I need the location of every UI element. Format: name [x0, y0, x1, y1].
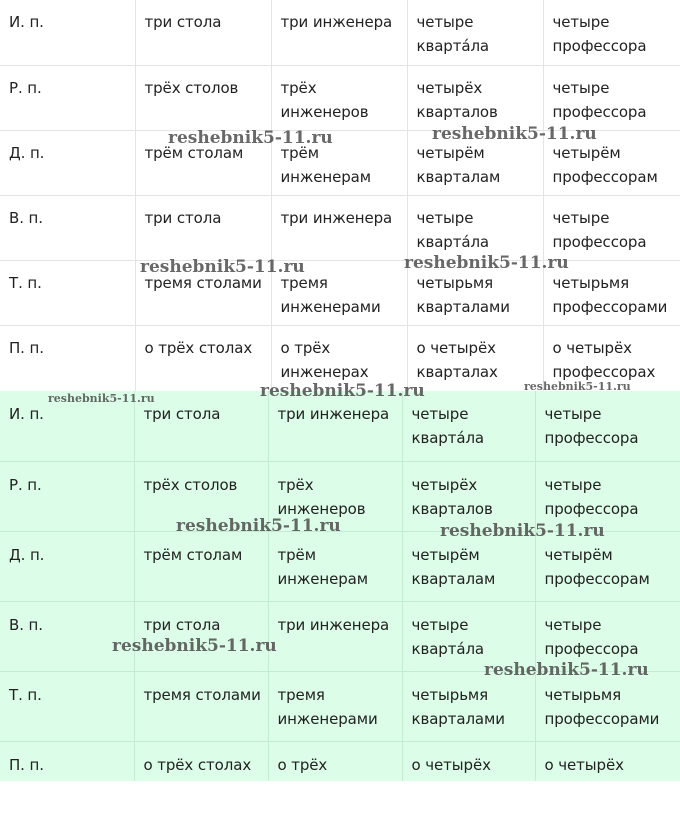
table-cell: трёх инженеров — [271, 65, 407, 130]
table-cell: о трёх столах — [134, 741, 268, 781]
case-label: П. п. — [0, 741, 134, 781]
table-cell: трёх столов — [134, 461, 268, 531]
table-cell: четырёх кварталов — [402, 461, 535, 531]
watermark: reshebnik5-11.ru — [440, 521, 605, 541]
table-cell: четыре кварта́ла — [402, 601, 535, 671]
case-label: Д. п. — [0, 531, 134, 601]
table-cell: трёх столов — [135, 65, 271, 130]
table-cell: четыре профессора — [535, 461, 680, 531]
table-cell: три стола — [134, 391, 268, 461]
watermark: reshebnik5-11.ru — [168, 128, 333, 148]
table-cell: четыре профессора — [535, 391, 680, 461]
table-row — [0, 130, 680, 195]
table-cell: трём инженерам — [271, 130, 407, 195]
table-cell: четырём кварталам — [402, 531, 535, 601]
table-cell: три инженера — [271, 195, 407, 260]
table-row — [0, 671, 680, 741]
table-row — [0, 601, 680, 671]
table-cell: трём столам — [135, 130, 271, 195]
table-cell: три стола — [135, 195, 271, 260]
table-cell: четырёх кварталов — [407, 65, 543, 130]
watermark: reshebnik5-11.ru — [484, 660, 649, 680]
case-label: Р. п. — [0, 461, 134, 531]
watermark: reshebnik5-11.ru — [48, 392, 155, 405]
table-cell: тремя столами — [134, 671, 268, 741]
table-cell: трёх инженеров — [268, 461, 402, 531]
table-cell: четырём профессорам — [535, 531, 680, 601]
table-cell: тремя инженерами — [268, 671, 402, 741]
watermark: reshebnik5-11.ru — [140, 257, 305, 277]
case-label: Р. п. — [0, 65, 135, 130]
case-label: Д. п. — [0, 130, 135, 195]
table-cell: о четырёх кварталах — [407, 325, 543, 391]
table-cell: четыре кварта́ла — [407, 0, 543, 65]
table-row — [0, 325, 680, 391]
table-cell: четырём профессорам — [543, 130, 680, 195]
table-cell: четыре профессора — [543, 195, 680, 260]
declension-table-top — [0, 0, 680, 392]
case-label: И. п. — [0, 391, 134, 461]
table-cell: три инженера — [268, 391, 402, 461]
table-row — [0, 0, 680, 65]
table-cell: четыре кварта́ла — [402, 391, 535, 461]
table-cell: четырём кварталам — [407, 130, 543, 195]
table-cell: три стола — [135, 0, 271, 65]
table-row — [0, 461, 680, 531]
table-cell: тремя инженерами — [271, 260, 407, 325]
table-row — [0, 65, 680, 130]
watermark: reshebnik5-11.ru — [176, 516, 341, 536]
table-cell: четыре профессора — [535, 601, 680, 671]
table-cell: трём столам — [134, 531, 268, 601]
table-cell: три инженера — [268, 601, 402, 671]
table-cell: трём инженерам — [268, 531, 402, 601]
table-row — [0, 260, 680, 325]
case-label: Т. п. — [0, 671, 134, 741]
table-cell: четыре профессора — [543, 0, 680, 65]
table-cell: четырьмя кварталами — [402, 671, 535, 741]
table-row — [0, 391, 680, 461]
table-cell: тремя столами — [135, 260, 271, 325]
declension-table-bottom — [0, 391, 680, 781]
table-row — [0, 195, 680, 260]
case-label: И. п. — [0, 0, 135, 65]
table-cell: о трёх инженерах — [271, 325, 407, 391]
table-row — [0, 531, 680, 601]
table-cell: три стола — [134, 601, 268, 671]
watermark: reshebnik5-11.ru — [524, 380, 631, 393]
watermark: reshebnik5-11.ru — [404, 253, 569, 273]
table-cell: четырьмя профессорами — [543, 260, 680, 325]
table-cell: о трёх — [268, 741, 402, 781]
table-cell: четырьмя профессорами — [535, 671, 680, 741]
table-cell: о четырёх — [402, 741, 535, 781]
table-cell: о трёх столах — [135, 325, 271, 391]
case-label: В. п. — [0, 601, 134, 671]
table-cell: о четырёх профессорах — [543, 325, 680, 391]
table-cell: о четырёх — [544, 755, 624, 774]
watermark: reshebnik5-11.ru — [432, 124, 597, 144]
table-cell: четыре кварта́ла — [407, 195, 543, 260]
case-label: П. п. — [0, 325, 135, 391]
watermark: reshebnik5-11.ru — [112, 636, 277, 656]
table-cell: четырьмя кварталами — [407, 260, 543, 325]
case-label: В. п. — [0, 195, 135, 260]
table-cell: три инженера — [271, 0, 407, 65]
watermark: reshebnik5-11.ru — [260, 381, 425, 401]
table-row — [0, 741, 680, 781]
table-cell: четыре профессора — [543, 65, 680, 130]
case-label: Т. п. — [0, 260, 135, 325]
